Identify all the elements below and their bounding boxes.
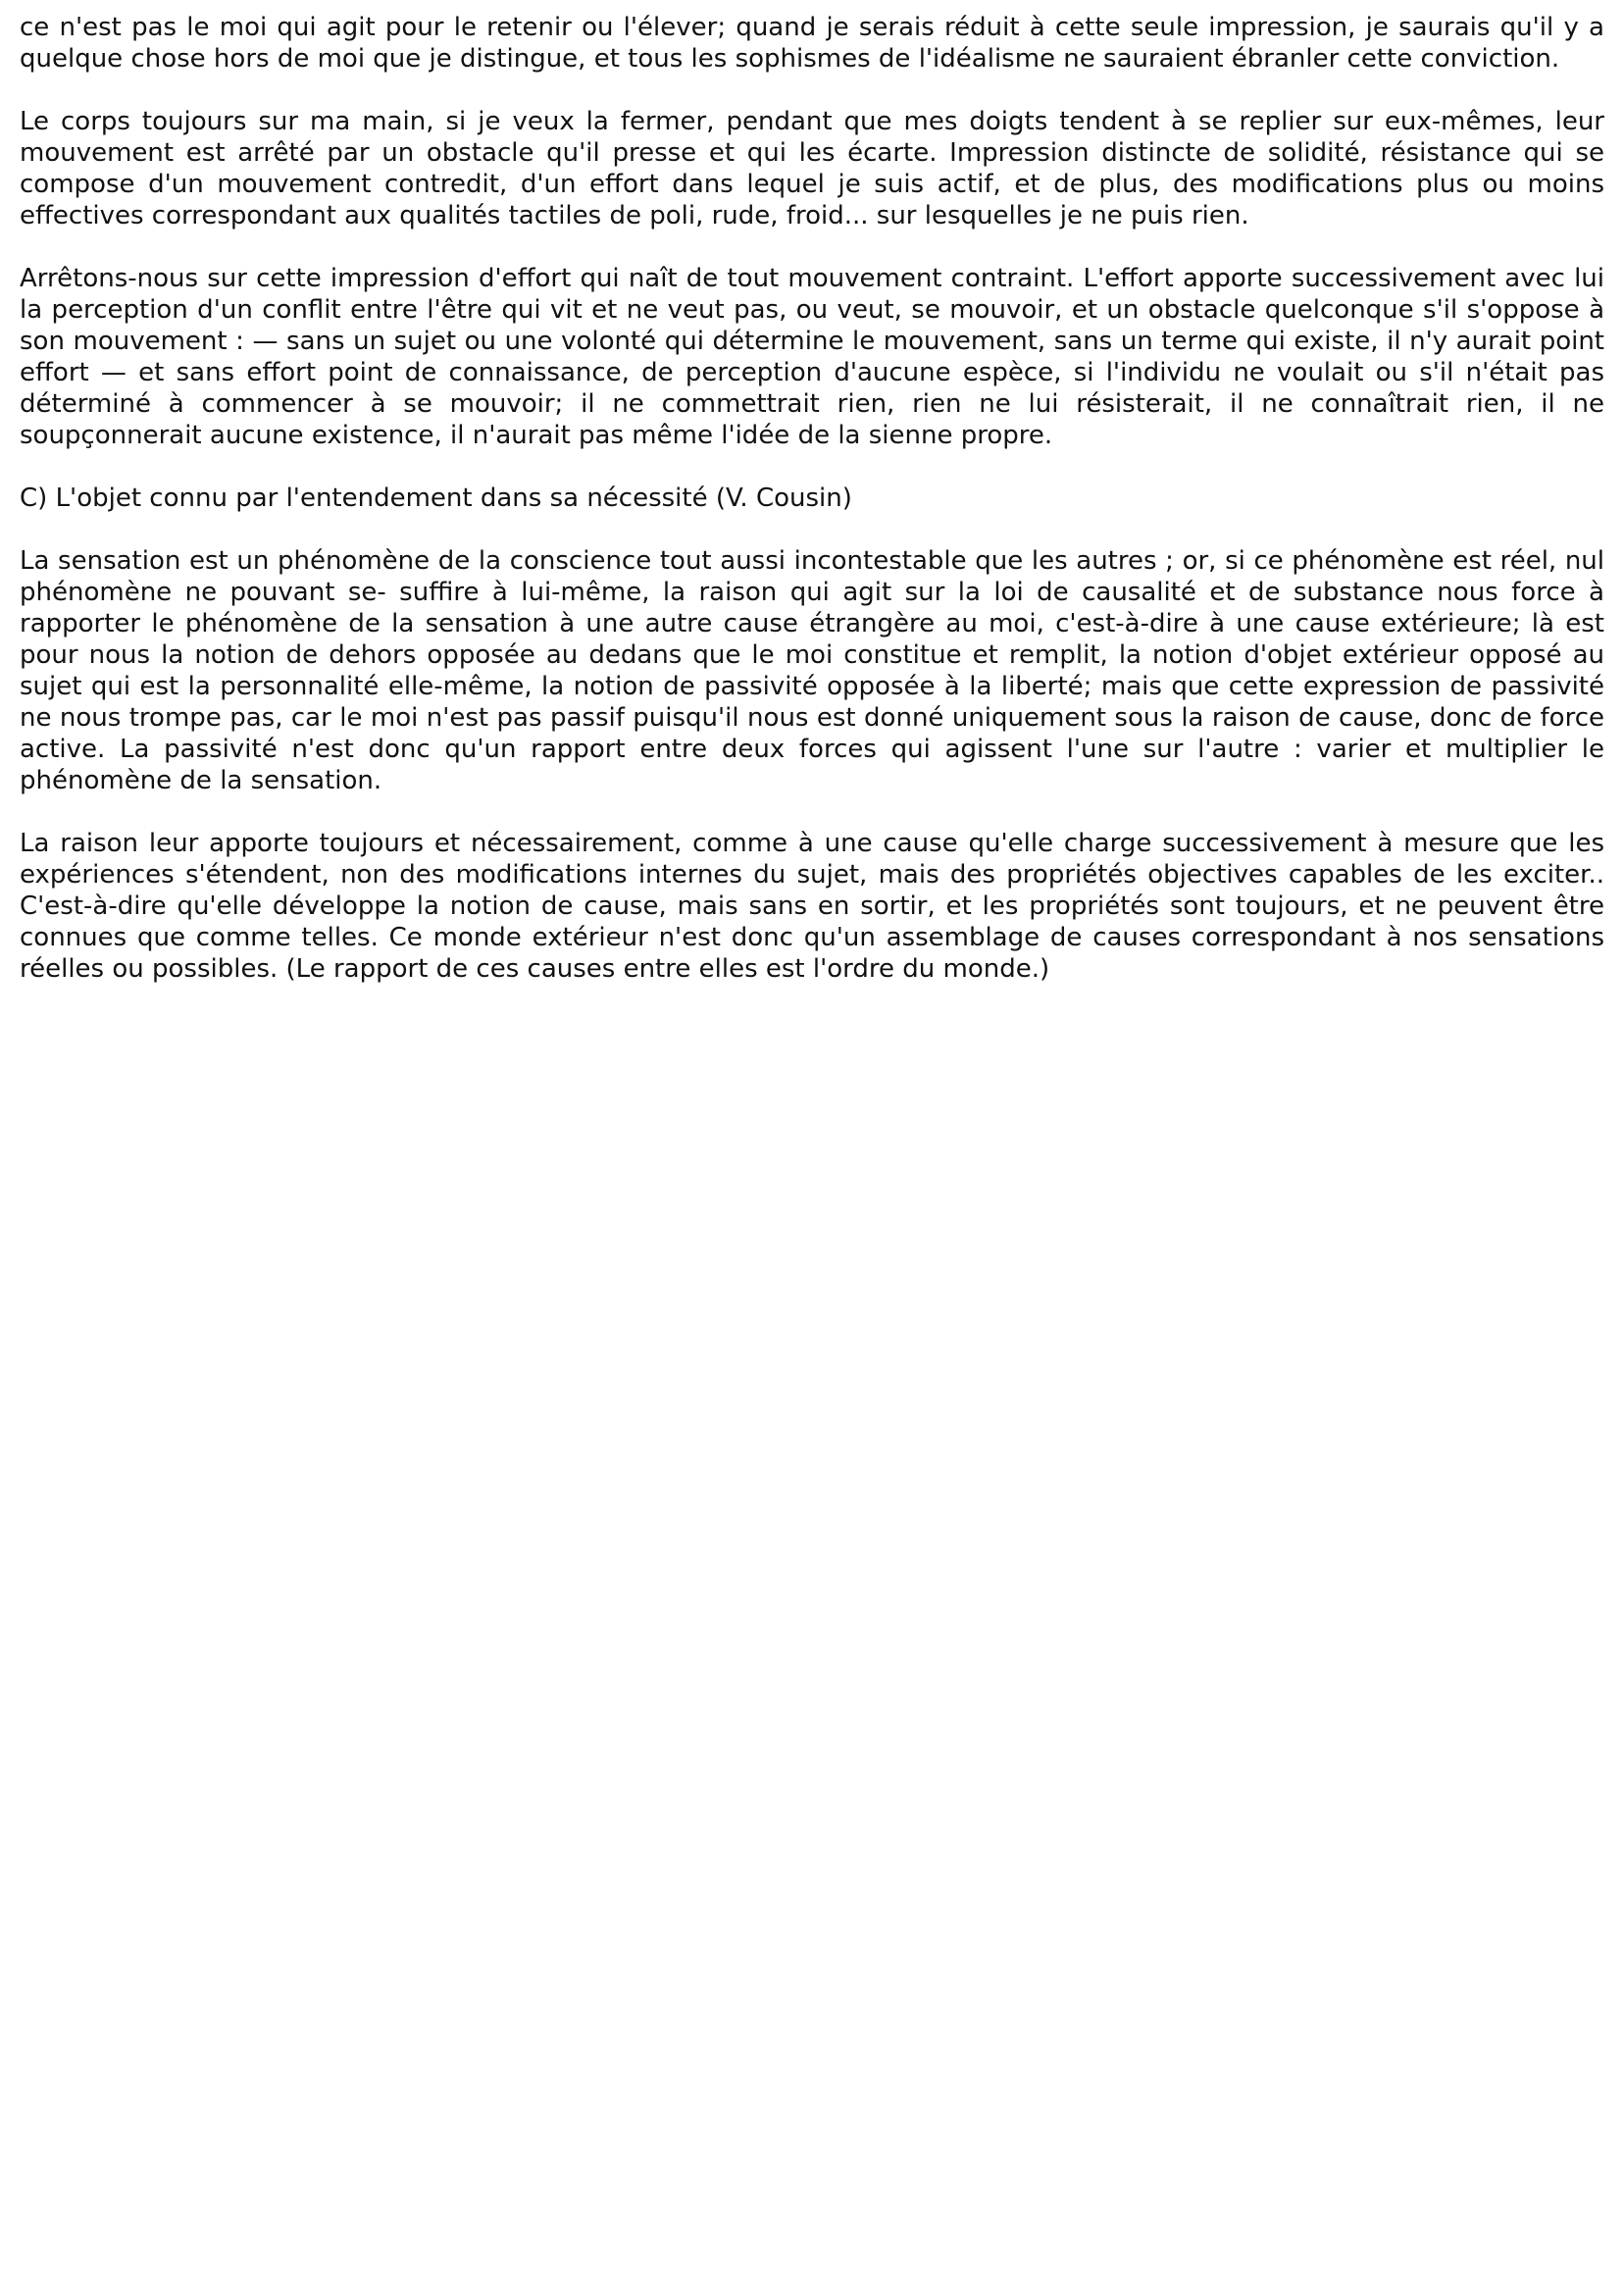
document-page [20, 12, 1604, 1016]
section-heading: C) L'objet connu par l'entendement dans sa nécessité (V. Cousin) [20, 484, 852, 513]
paragraph-effort: Arrêtons-nous sur cette impression d'effort qui naît de tout mouvement contraint. L'effort apporte successivement avec lui la perception d'un conflit entre l'être qui vit et ne veut pas, ou veut, se mouvoir, et un obstacle quelconque s'il s'oppose à son mouvement : — sans un sujet ou une volonté qui détermine le mouvement, sans un terme qui existe, il n'y aurait point effort — et sans effort point de connaissance, de perception d'aucune espèce, si l'individu ne voulait ou s'il n'était pas déterminé à commencer à se mouvoir; il ne commettrait rien, rien ne lui résisterait, il ne connaîtrait rien, il ne soupçonnerait aucune existence, il n'aurait pas même l'idée de la sienne propre. [20, 264, 1604, 450]
paragraph-sensation: La sensation est un phénomène de la conscience tout aussi incontestable que les autres ; or, si ce phénomène est réel, nul phénomène ne pouvant se- suffire à lui-même, la raison qui agit sur la loi de causalité et de substance nous force à rapporter le phénomène de la sensation à une autre cause étrangère au moi, c'est-à-dire à une cause extérieure; là est pour nous la notion de dehors opposée au dedans que le moi constitue et remplit, la notion d'objet extérieur opposé au sujet qui est la personnalité elle-même, la notion de passivité opposée à la liberté; mais que cette expression de passivité ne nous trompe pas, car le moi n'est pas passif puisqu'il nous est donné uniquement sous la raison de cause, donc de force active. La passivité n'est donc qu'un rapport entre deux forces qui agissent l'une sur l'autre : varier et multiplier le phénomène de la sensation. [20, 546, 1604, 795]
paragraph-solidite: Le corps toujours sur ma main, si je veux la fermer, pendant que mes doigts tendent à se replier sur eux-mêmes, leur mouvement est arrêté par un obstacle qu'il presse et qui les écarte. Impression distincte de solidité, résistance qui se compose d'un mouvement contredit, d'un effort dans lequel je suis actif, et de plus, des modifications plus ou moins effectives correspondant aux qualités tactiles de poli, rude, froid... sur lesquelles je ne puis rien. [20, 107, 1604, 230]
paragraph-idealisme: ce n'est pas le moi qui agit pour le retenir ou l'élever; quand je serais réduit à cette seule impression, je saurais qu'il y a quelque chose hors de moi que je distingue, et tous les sophismes de l'idéalisme ne sauraient ébranler cette conviction. [20, 13, 1604, 74]
paragraph-raison: La raison leur apporte toujours et nécessairement, comme à une cause qu'elle charge successivement à mesure que les expériences s'étendent, non des modifications internes du sujet, mais des propriétés objectives capables de les exciter.. C'est-à-dire qu'elle développe la notion de cause, mais sans en sortir, et les propriétés sont toujours, et ne peuvent être connues que comme telles. Ce monde extérieur n'est donc qu'un assemblage de causes correspondant à nos sensations réelles ou possibles. (Le rapport de ces causes entre elles est l'ordre du monde.) [20, 829, 1604, 984]
